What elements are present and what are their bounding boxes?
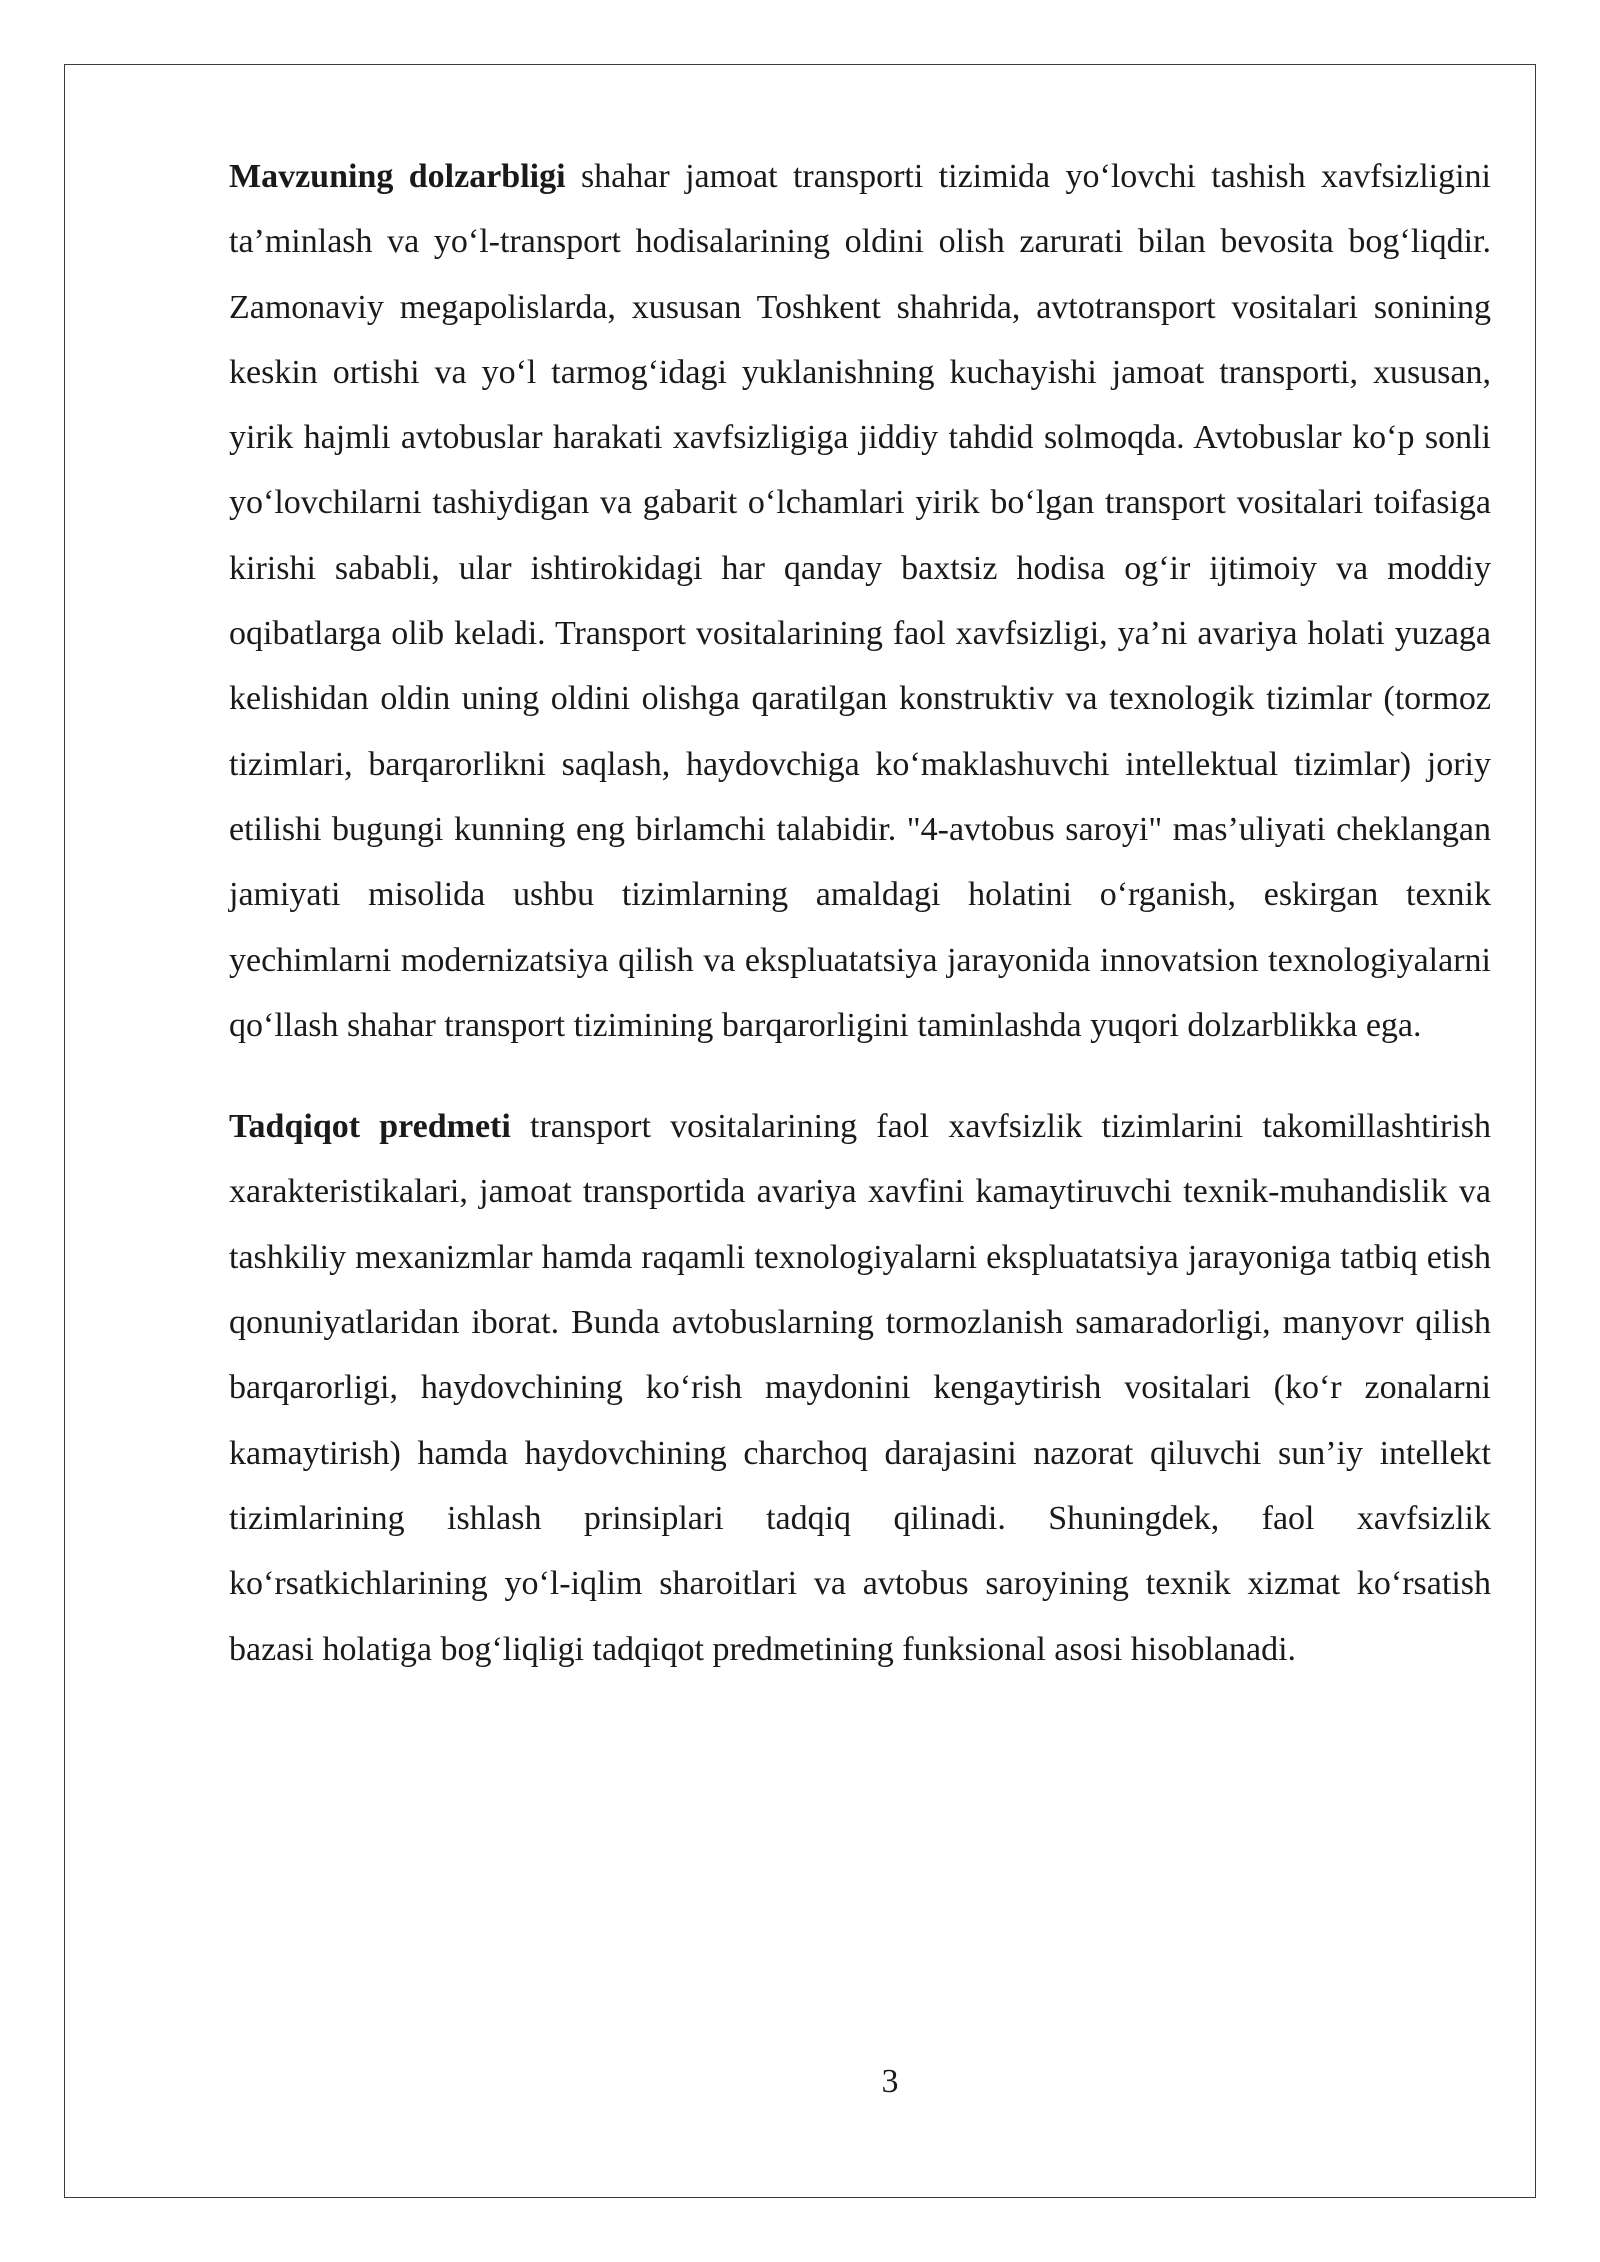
document-body	[229, 144, 1491, 1682]
relevance-heading: Mavzuning dolzarbligi	[229, 158, 566, 195]
relevance-text: shahar jamoat transporti tizimida yo‘lovchi tashish xavfsizligini ta’minlash va yo‘l-transport hodisalarining oldini olish zarurati bilan bevosita bog‘liqdir. Zamonaviy megapolislarda, xususan Toshkent shahrida, avtotransport vositalari sonining keskin ortishi va yo‘l tarmog‘idagi yuklanishning kuchayishi jamoat transporti, xususan, yirik hajmli avtobuslar harakati xavfsizligiga jiddiy tahdid solmoqda. Avtobuslar ko‘p sonli yo‘lovchilarni tashiydigan va gabarit o‘lchamlari yirik bo‘lgan transport vositalari toifasiga kirishi sababli, ular ishtirokidagi har qanday baxtsiz hodisa og‘ir ijtimoiy va moddiy oqibatlarga olib keladi. Transport vositalarining faol xavfsizligi, ya’ni avariya holati yuzaga kelishidan oldin uning oldini olishga qaratilgan konstruktiv va texnologik tizimlar (tormoz tizimlari, barqarorlikni saqlash, haydovchiga ko‘maklashuvchi intellektual tizimlar) joriy etilishi bugungi kunning eng birlamchi talabidir. "4-avtobus saroyi" mas’uliyati cheklangan jamiyati misolida ushbu tizimlarning amaldagi holatini o‘rganish, eskirgan texnik yechimlarni modernizatsiya qilish va ekspluatatsiya jarayonida innovatsion texnologiyalarni qo‘llash shahar transport tizimining barqarorligini taminlashda yuqori dolzarblikka ega.	[229, 158, 1492, 1044]
subject-heading: Tadqiqot predmeti	[229, 1108, 511, 1146]
page-number: 3	[881, 2063, 899, 2100]
subject-paragraph	[229, 1094, 1491, 1682]
subject-text: transport vositalarining faol xavfsizlik tizimlarini takomillashtirish xarakteristikalari, jamoat transportida avariya xavfini kamaytiruvchi texnik-muhandislik va tashkiliy mexanizmlar hamda raqamli texnologiyalarni ekspluatatsiya jarayoniga tatbiq etish qonuniyatlaridan iborat. Bunda avtobuslarning tormozlanish samaradorligi, manyovr qilish barqarorligi, haydovchining ko‘rish maydonini kengaytirish vositalari (ko‘r zonalarni kamaytirish) hamda haydovchining charchoq darajasini nazorat qiluvchi sun’iy intellekt tizimlarining ishlash prinsiplari tadqiq qilinadi. Shuningdek, faol xavfsizlik ko‘rsatkichlarining yo‘l-iqlim sharoitlari va avtobus saroyining texnik xizmat ko‘rsatish bazasi holatiga bog‘liqligi tadqiqot predmetining funksional asosi hisoblanadi.	[229, 1108, 1491, 1668]
relevance-paragraph	[229, 144, 1491, 1058]
